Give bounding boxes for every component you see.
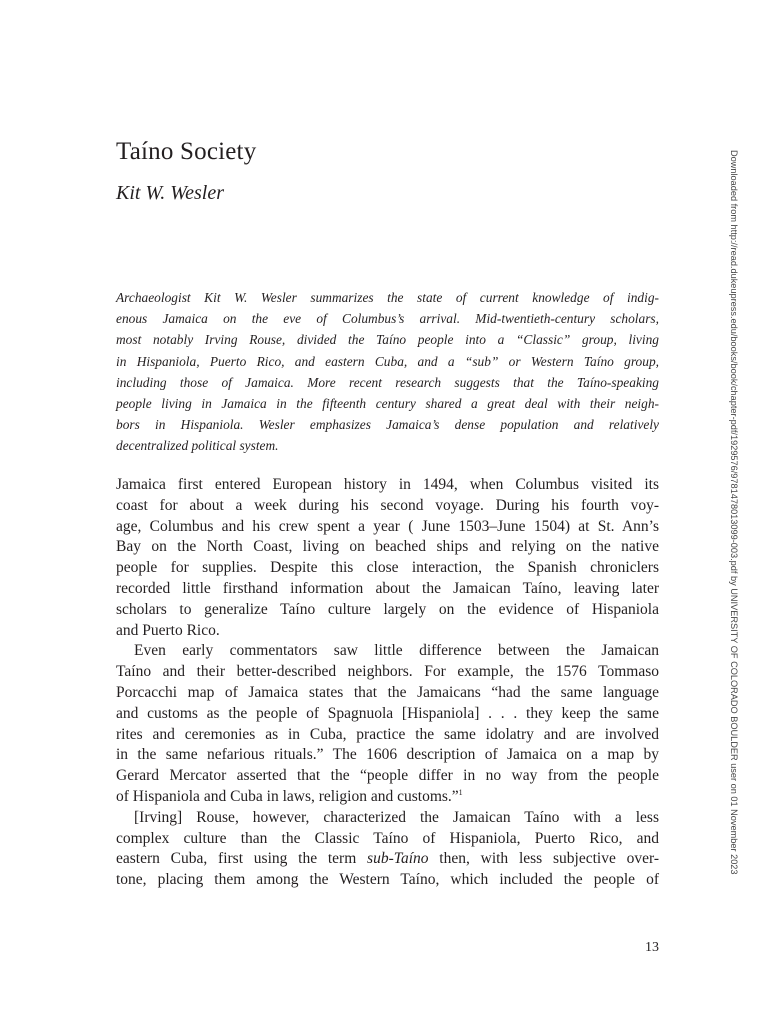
italic-term: sub-Taíno xyxy=(367,850,429,868)
body-line: and Puerto Rico. xyxy=(116,621,220,639)
body-line: and customs as the people of Spagnuola [Hispaniola] . . . they keep the same xyxy=(116,704,659,722)
abstract-line: decentralized political system. xyxy=(116,438,279,454)
body-line-with-term xyxy=(116,849,659,870)
body-fragment: then, with less subjective over- xyxy=(439,850,659,868)
download-watermark: Downloaded from http://read.dukeupress.edu/books/book/chapter-pdf/1929576/9781478013099-003.pdf by UNIVERSITY OF COLORADO BOULDER user on 01 November 2023 xyxy=(729,150,739,875)
paragraph-2 xyxy=(116,641,659,807)
body-line: scholars to generalize Taíno culture largely on the evidence of Hispaniola xyxy=(116,600,659,618)
body-line-with-footnote xyxy=(116,787,659,808)
abstract-line: including those of Jamaica. More recent research suggests that the Taíno-speaking xyxy=(116,374,659,390)
body-line: Porcacchi map of Jamaica states that the Jamaicans “had the same language xyxy=(116,683,659,701)
article-title: Taíno Society xyxy=(116,138,257,165)
abstract-line: in Hispaniola, Puerto Rico, and eastern Cuba, and a “sub” or Western Taíno group, xyxy=(116,353,659,369)
abstract-line: people living in Jamaica in the fifteenth century shared a great deal with their neigh- xyxy=(116,396,659,412)
body-line: tone, placing them among the Western Taíno, which included the people of xyxy=(116,871,659,889)
abstract-line: bors in Hispaniola. Wesler emphasizes Jamaica’s dense population and relatively xyxy=(116,417,659,433)
abstract-line: Archaeologist Kit W. Wesler summarizes the state of current knowledge of indig- xyxy=(116,290,659,305)
body-line: Jamaica first entered European history in 1494, when Columbus visited its xyxy=(116,476,659,493)
body-fragment: eastern Cuba, first using the term xyxy=(116,850,357,868)
body-line: Taíno and their better-described neighbors. For example, the 1576 Tommaso xyxy=(116,663,659,681)
page-number: 13 xyxy=(645,940,659,955)
body-text xyxy=(116,475,659,891)
body-line: rites and ceremonies as in Cuba, practice the same idolatry and are involved xyxy=(116,725,659,743)
body-line: Even early commentators saw little difference between the Jamaican xyxy=(134,642,659,660)
body-line: [Irving] Rouse, however, characterized the Jamaican Taíno with a less xyxy=(134,808,659,826)
body-line: coast for about a week during his second voyage. During his fourth voy- xyxy=(116,496,659,514)
body-line: people for supplies. Despite this close interaction, the Spanish chroniclers xyxy=(116,559,659,577)
body-line: complex culture than the Classic Taíno of Hispaniola, Puerto Rico, and xyxy=(116,829,659,847)
abstract xyxy=(116,287,659,457)
body-line: Bay on the North Coast, living on beached ships and relying on the native xyxy=(116,538,659,556)
body-line: recorded little firsthand information about the Jamaican Taíno, leaving later xyxy=(116,579,659,597)
paragraph-3 xyxy=(116,808,659,891)
paragraph-1 xyxy=(116,475,659,641)
footnote-marker[interactable]: 1 xyxy=(458,787,463,797)
body-line: in the same nefarious rituals.” The 1606 description of Jamaica on a map by xyxy=(116,746,659,764)
body-line: Gerard Mercator asserted that the “people differ in no way from the people xyxy=(116,767,659,785)
abstract-line: enous Jamaica on the eve of Columbus’s arrival. Mid-twentieth-century scholars, xyxy=(116,311,659,327)
body-line: age, Columbus and his crew spent a year ( June 1503–June 1504) at St. Ann’s xyxy=(116,517,659,535)
body-line: of Hispaniola and Cuba in laws, religion and customs.” xyxy=(116,787,459,805)
abstract-line: most notably Irving Rouse, divided the Taíno people into a “Classic” group, living xyxy=(116,332,659,348)
article-author: Kit W. Wesler xyxy=(116,182,224,204)
